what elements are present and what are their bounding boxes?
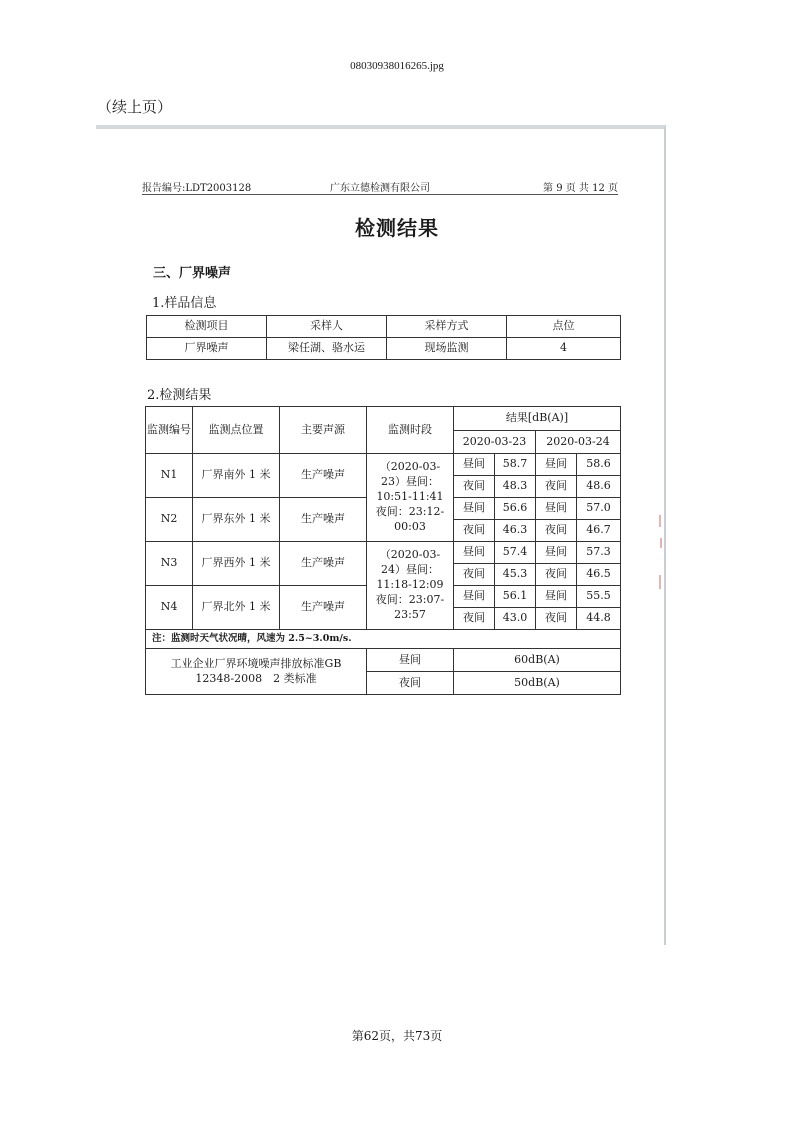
night-label: 夜间	[536, 564, 577, 586]
weather-note: 注：监测时天气状况晴，风速为 2.5~3.0m/s.	[146, 630, 621, 649]
point-location: 厂界南外 1 米	[193, 454, 280, 498]
results-heading: 2.检测结果	[147, 388, 212, 403]
std-night-value: 50dB(A)	[454, 672, 621, 695]
value-cell: 57.4	[495, 542, 536, 564]
value-cell: 56.6	[495, 498, 536, 520]
company-name: 广东立德检测有限公司	[330, 183, 430, 194]
date1-header: 2020-03-23	[454, 431, 536, 454]
day-label: 昼间	[536, 454, 577, 476]
stamp-edge-mark	[660, 538, 662, 548]
col-location-header: 监测点位置	[193, 407, 280, 454]
night-label: 夜间	[536, 608, 577, 630]
value-cell: 44.8	[577, 608, 621, 630]
page-info: 第 9 页 共 12 页	[543, 183, 618, 194]
report-header	[142, 179, 618, 195]
value-cell: 57.0	[577, 498, 621, 520]
point-id: N4	[146, 586, 193, 630]
col-period-header: 监测时段	[367, 407, 454, 454]
stamp-edge-mark	[659, 575, 661, 589]
value-cell: 46.5	[577, 564, 621, 586]
page-footer: 第62页，共73页	[351, 1029, 443, 1043]
header-cell: 采样人	[267, 316, 387, 338]
point-id: N2	[146, 498, 193, 542]
report-number: 报告编号:LDT2003128	[142, 183, 252, 194]
sample-info-table	[146, 315, 621, 360]
page-title: 检测结果	[355, 216, 439, 240]
col-id-header: 监测编号	[146, 407, 193, 454]
std-day-value: 60dB(A)	[454, 649, 621, 672]
date2-header: 2020-03-24	[536, 431, 621, 454]
col-source-header: 主要声源	[280, 407, 367, 454]
value-cell: 58.7	[495, 454, 536, 476]
value-cell: 48.3	[495, 476, 536, 498]
period-cell: （2020-03-24）昼间：11:18-12:09夜间：23:07-23:57	[367, 542, 454, 630]
noise-source: 生产噪声	[280, 498, 367, 542]
table-cell: 4	[507, 338, 621, 360]
night-label: 夜间	[454, 564, 495, 586]
point-id: N3	[146, 542, 193, 586]
night-label: 夜间	[536, 520, 577, 542]
header-cell: 点位	[507, 316, 621, 338]
day-label: 昼间	[454, 454, 495, 476]
table-cell: 厂界噪声	[147, 338, 267, 360]
night-label: 夜间	[454, 476, 495, 498]
value-cell: 55.5	[577, 586, 621, 608]
night-label: 夜间	[536, 476, 577, 498]
value-cell: 46.7	[577, 520, 621, 542]
value-cell: 58.6	[577, 454, 621, 476]
standard-name: 工业企业厂界环境噪声排放标准GB 12348-2008 2 类标准	[146, 649, 367, 695]
table-cell: 梁任湖、骆水运	[267, 338, 387, 360]
noise-source: 生产噪声	[280, 454, 367, 498]
value-cell: 45.3	[495, 564, 536, 586]
day-label: 昼间	[536, 498, 577, 520]
std-night-label: 夜间	[367, 672, 454, 695]
noise-source: 生产噪声	[280, 542, 367, 586]
night-label: 夜间	[454, 608, 495, 630]
col-result-header: 结果[dB(A)]	[454, 407, 621, 431]
day-label: 昼间	[454, 586, 495, 608]
day-label: 昼间	[454, 542, 495, 564]
continued-label: （续上页）	[97, 98, 173, 116]
day-label: 昼间	[454, 498, 495, 520]
value-cell: 43.0	[495, 608, 536, 630]
header-cell: 检测项目	[147, 316, 267, 338]
file-name: 08030938016265.jpg	[350, 60, 444, 72]
noise-source: 生产噪声	[280, 586, 367, 630]
day-label: 昼间	[536, 542, 577, 564]
value-cell: 46.3	[495, 520, 536, 542]
value-cell: 56.1	[495, 586, 536, 608]
sample-info-heading: 1.样品信息	[152, 296, 217, 311]
point-id: N1	[146, 454, 193, 498]
value-cell: 48.6	[577, 476, 621, 498]
section-heading: 三、厂界噪声	[153, 266, 232, 281]
day-label: 昼间	[536, 586, 577, 608]
std-day-label: 昼间	[367, 649, 454, 672]
night-label: 夜间	[454, 520, 495, 542]
table-cell: 现场监测	[387, 338, 507, 360]
point-location: 厂界东外 1 米	[193, 498, 280, 542]
header-cell: 采样方式	[387, 316, 507, 338]
results-table	[145, 406, 621, 695]
stamp-edge-mark	[659, 515, 661, 527]
value-cell: 57.3	[577, 542, 621, 564]
period-cell: （2020-03-23）昼间：10:51-11:41夜间：23:12-00:03	[367, 454, 454, 542]
point-location: 厂界北外 1 米	[193, 586, 280, 630]
point-location: 厂界西外 1 米	[193, 542, 280, 586]
